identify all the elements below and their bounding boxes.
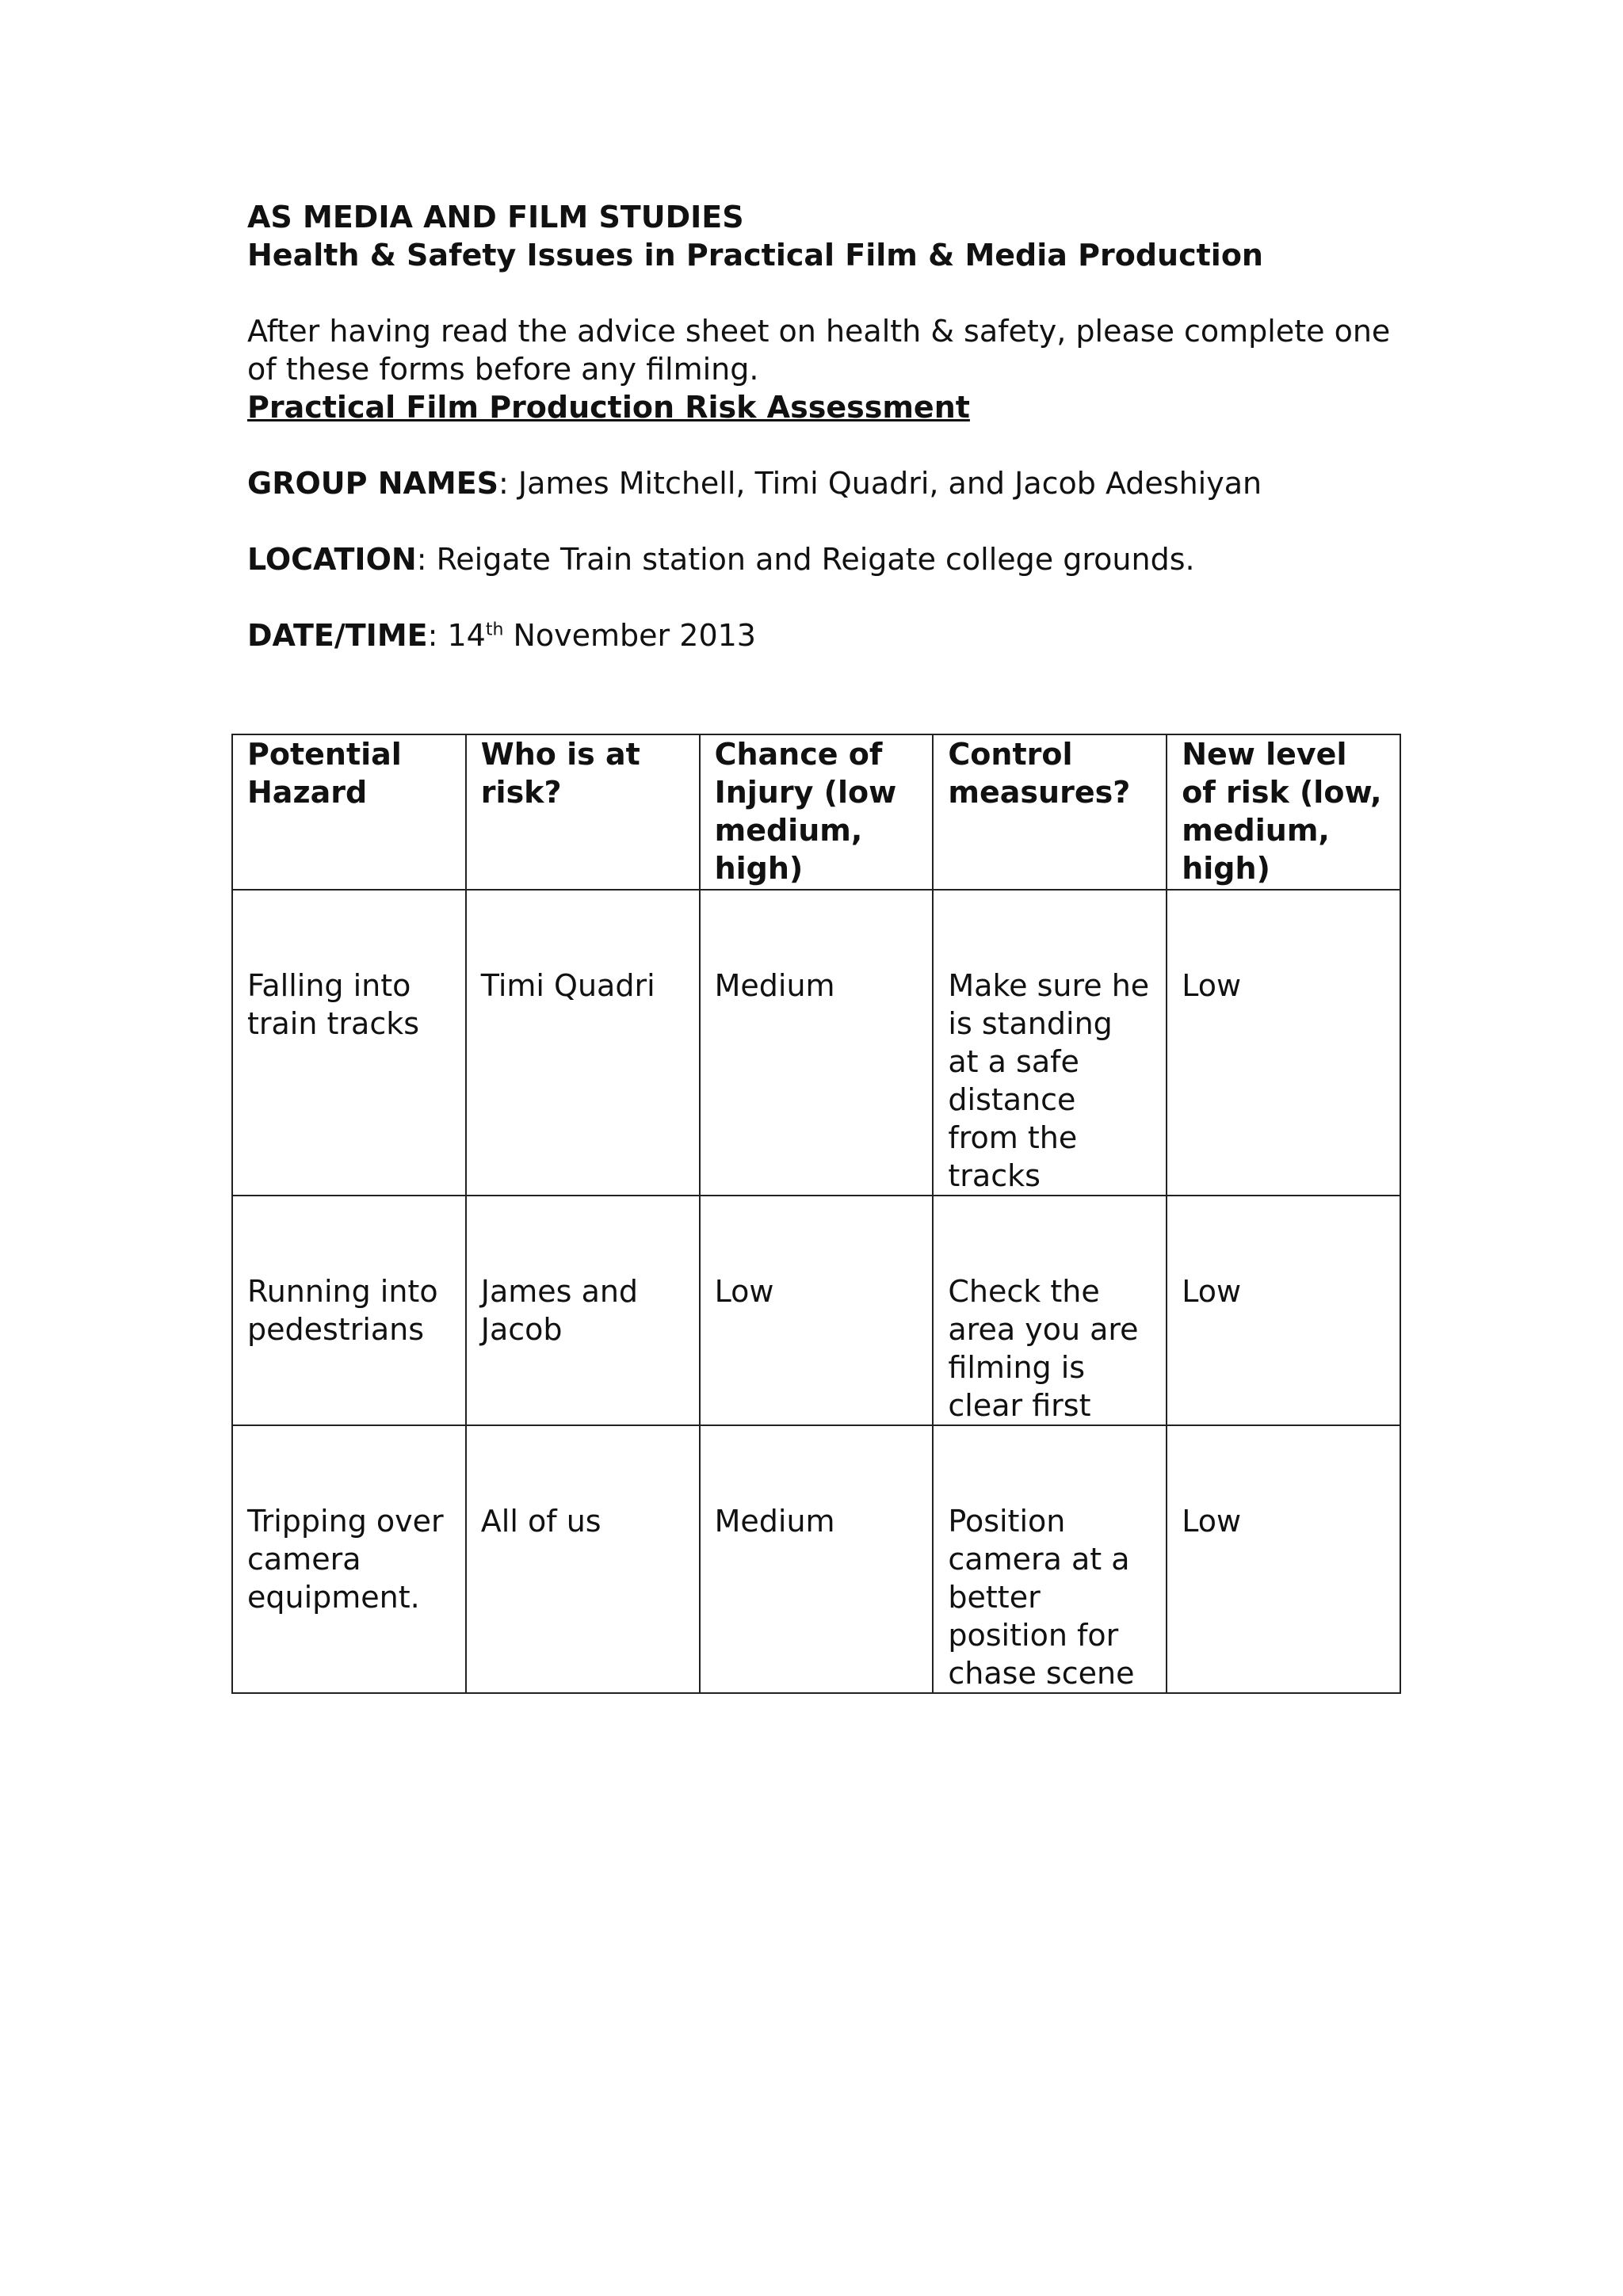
header-control-measures: Control measures?	[933, 734, 1167, 890]
course-title: AS MEDIA AND FILM STUDIES	[247, 200, 744, 235]
form-title: Practical Film Production Risk Assessment	[247, 390, 970, 425]
header-chance-of-injury: Chance of Injury (low medium, high)	[700, 734, 934, 890]
cell-new-risk: Low	[1167, 1196, 1400, 1425]
cell-hazard: Running into pedestrians	[232, 1196, 466, 1425]
cell-control-measures: Position camera at a better position for chase scene	[933, 1425, 1167, 1693]
cell-chance: Medium	[700, 1425, 934, 1693]
intro-line-1: After having read the advice sheet on health & safety, please complete one	[247, 314, 1391, 349]
cell-who-at-risk: All of us	[466, 1425, 700, 1693]
date-day: : 14	[427, 618, 486, 653]
header-new-risk-level: New level of risk (low, medium, high)	[1167, 734, 1400, 890]
group-names-field	[247, 464, 1436, 502]
cell-chance: Low	[700, 1196, 934, 1425]
location-value: : Reigate Train station and Reigate college grounds.	[416, 542, 1195, 577]
cell-control-measures: Make sure he is standing at a safe distance from the tracks	[933, 890, 1167, 1196]
cell-hazard: Tripping over camera equipment.	[232, 1425, 466, 1693]
header-who-at-risk: Who is at risk?	[466, 734, 700, 890]
header-potential-hazard: Potential Hazard	[232, 734, 466, 890]
date-ordinal-suffix: th	[485, 620, 504, 640]
location-label: LOCATION	[247, 542, 417, 577]
group-names-label: GROUP NAMES	[247, 466, 499, 501]
document-subtitle: Health & Safety Issues in Practical Film & Media Production	[247, 238, 1263, 273]
date-time-label: DATE/TIME	[247, 618, 428, 653]
date-time-field	[247, 616, 1436, 654]
cell-hazard: Falling into train tracks	[232, 890, 466, 1196]
cell-who-at-risk: Timi Quadri	[466, 890, 700, 1196]
location-field	[247, 540, 1436, 578]
risk-assessment-table	[231, 734, 1401, 1694]
cell-new-risk: Low	[1167, 890, 1400, 1196]
table-row	[232, 1425, 1400, 1693]
table-row	[232, 890, 1400, 1196]
cell-new-risk: Low	[1167, 1425, 1400, 1693]
cell-control-measures: Check the area you are filming is clear first	[933, 1196, 1167, 1425]
table-row	[232, 1196, 1400, 1425]
cell-chance: Medium	[700, 890, 934, 1196]
cell-who-at-risk: James and Jacob	[466, 1196, 700, 1425]
group-names-value: : James Mitchell, Timi Quadri, and Jacob Adeshiyan	[498, 466, 1262, 501]
table-header-row	[232, 734, 1400, 890]
intro-line-2: of these forms before any filming.	[247, 352, 759, 387]
date-month-year: November 2013	[503, 618, 756, 653]
